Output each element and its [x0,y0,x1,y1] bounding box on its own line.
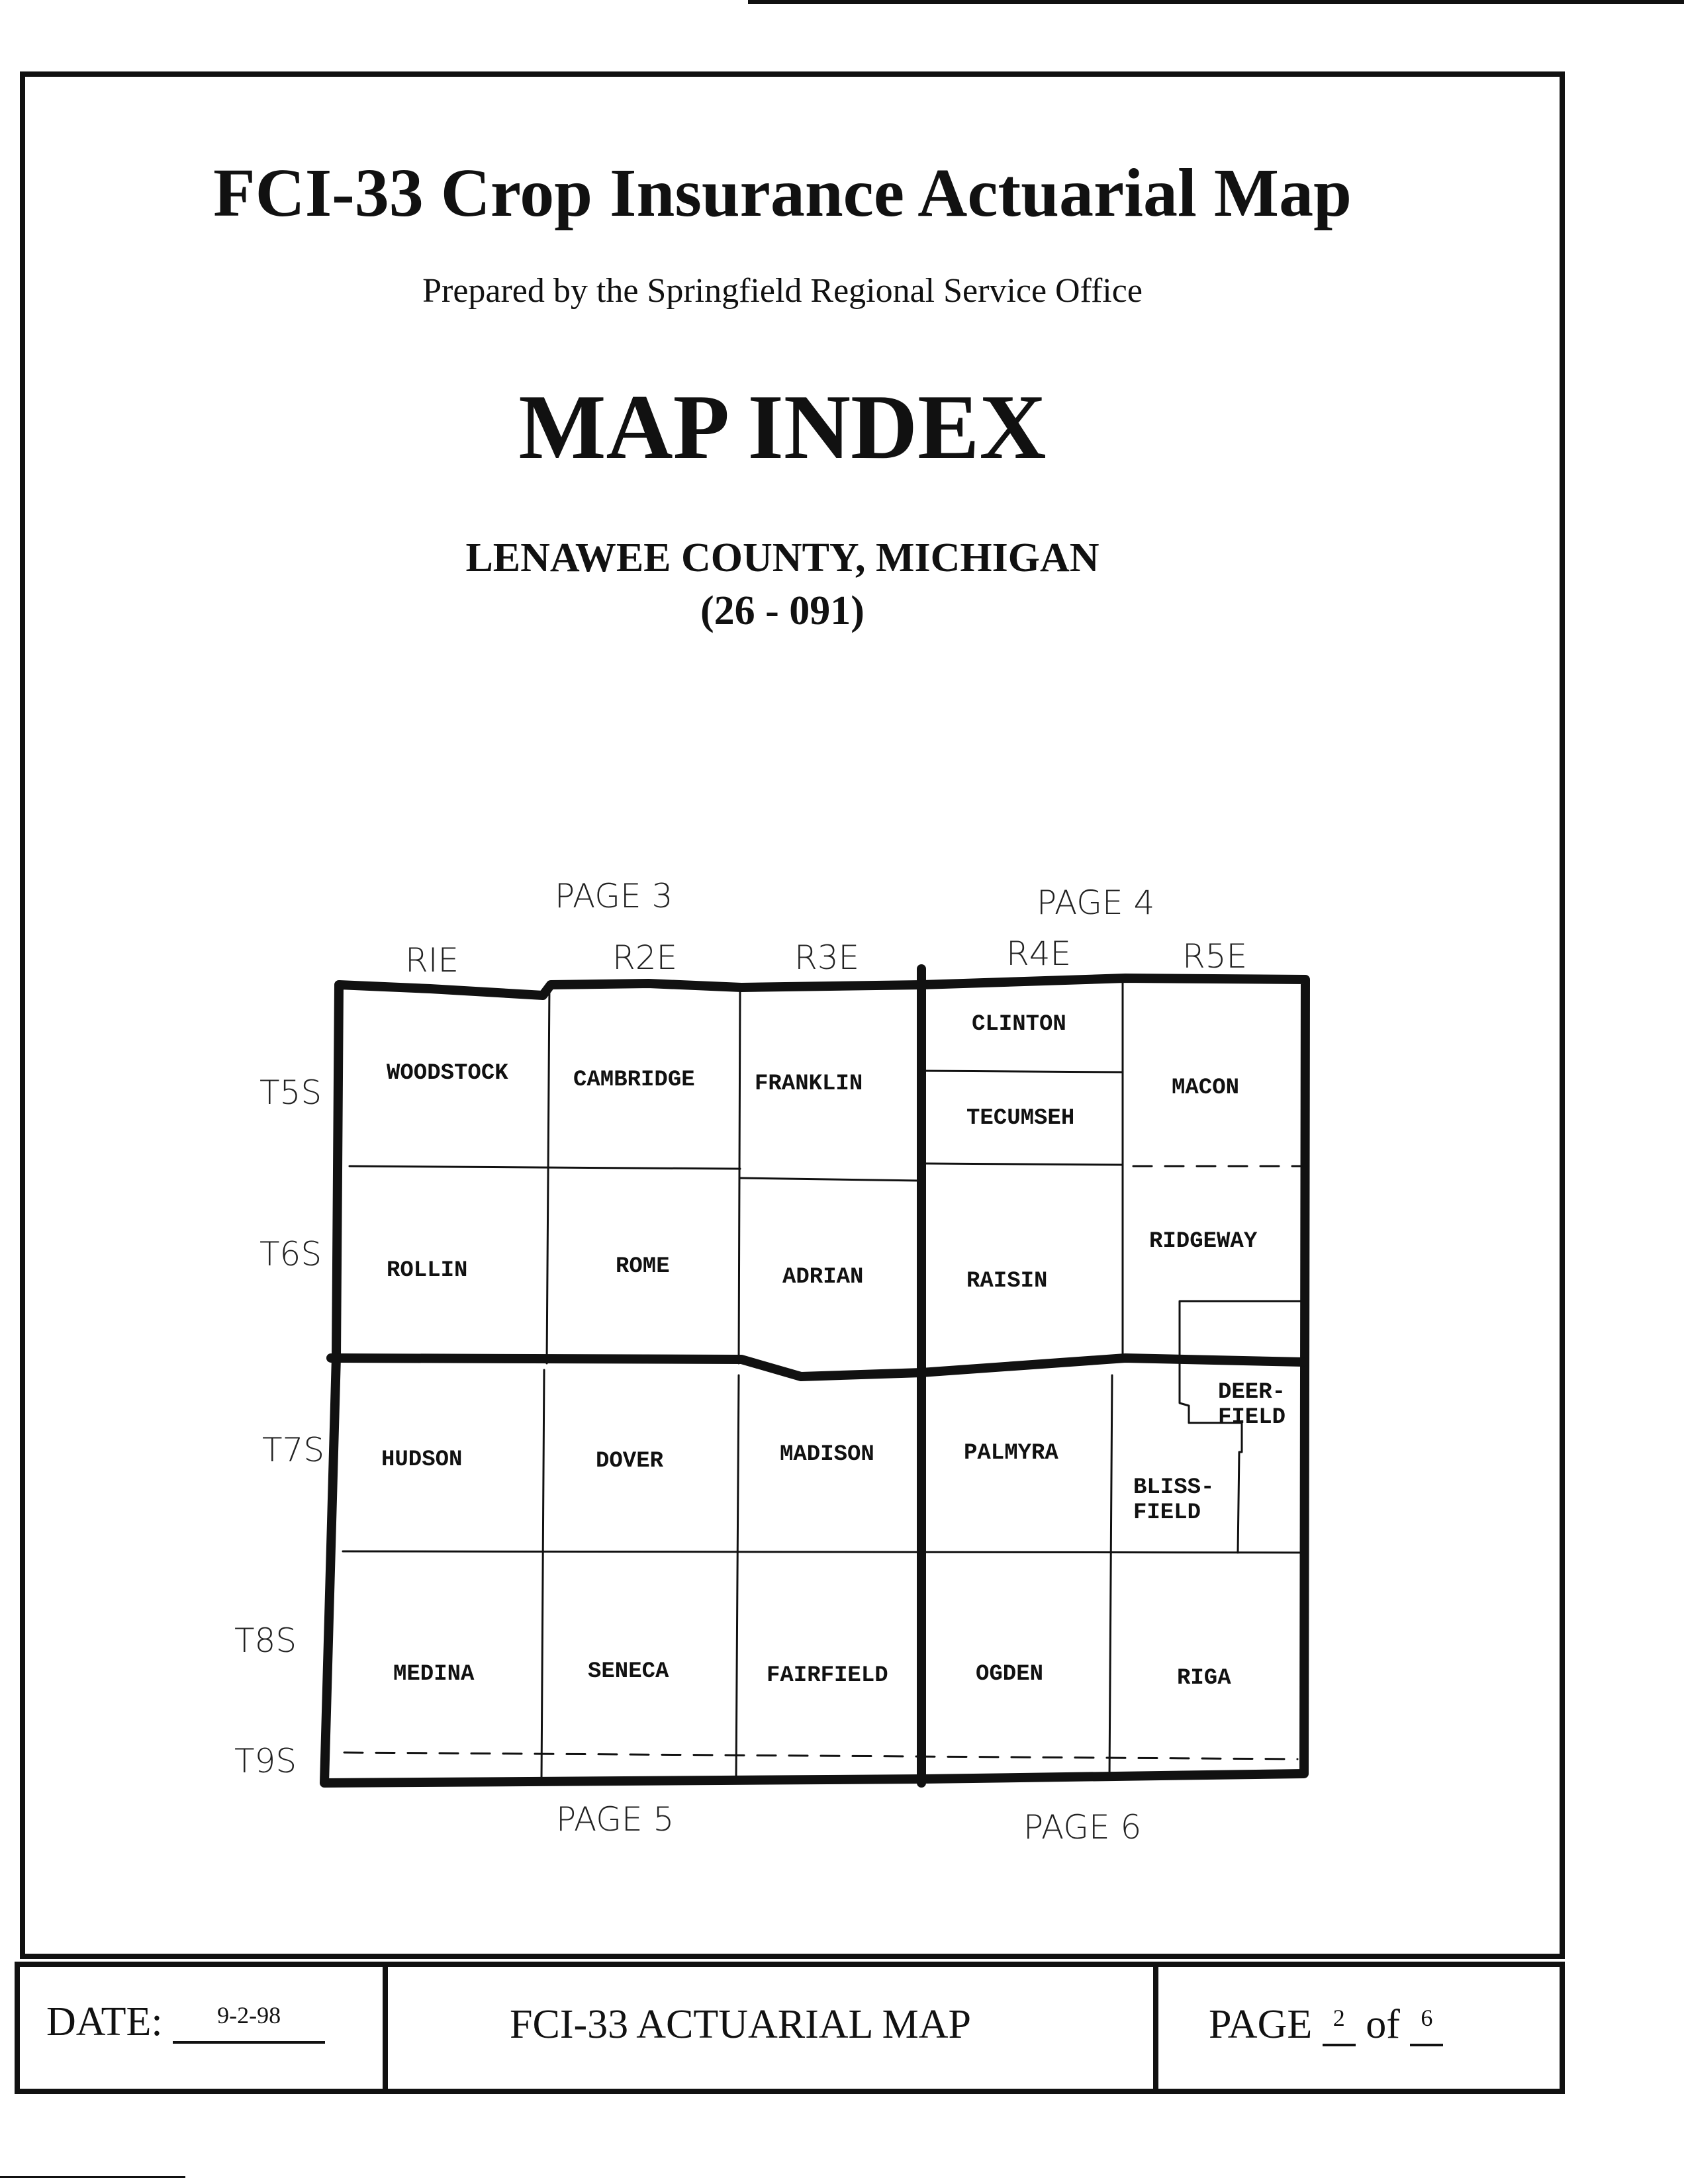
township-clinton: CLINTON [972,1012,1066,1037]
page-3-label: PAGE 3 [555,877,673,915]
township-cambridge: CAMBRIDGE [573,1068,695,1093]
footer-title-cell: FCI-33 ACTUARIAL MAP [510,2002,971,2047]
date-label: DATE: [46,1999,163,2044]
footer-left-border [15,1963,20,2093]
document-subtitle: Prepared by the Springfield Regional Service Office [422,272,1143,310]
page-number: 2 [1333,2005,1345,2031]
township-hudson: HUDSON [381,1447,463,1473]
range-label-r1e: RIE [405,941,459,979]
footer-page-cell [1209,2001,1443,2048]
tier-label-t9s: T9S [234,1742,297,1780]
footer-top-border [15,1962,1565,1967]
township-blissfield-line2: FIELD [1133,1500,1201,1525]
township-fairfield: FAIRFIELD [767,1663,888,1688]
township-adrian: ADRIAN [782,1265,864,1290]
page-total: 6 [1421,2005,1433,2031]
township-rollin: ROLLIN [387,1258,468,1283]
township-dover: DOVER [596,1449,664,1474]
footer-right-border [1560,1963,1565,2093]
tier-label-t6s: T6S [259,1235,322,1273]
township-blissfield-line1: BLISS- [1133,1475,1215,1500]
township-madison: MADISON [780,1442,874,1467]
map-index-heading: MAP INDEX [518,376,1047,478]
page-total-field [1410,2005,1443,2046]
range-label-r5e: R5E [1182,937,1248,976]
page-5-label: PAGE 5 [556,1800,675,1839]
footer-bottom-border [15,2089,1565,2094]
township-deerfield-line1: DEER- [1218,1380,1286,1405]
township-palmyra: PALMYRA [964,1441,1058,1466]
range-label-r2e: R2E [612,938,678,977]
township-ridgeway: RIDGEWAY [1149,1229,1258,1254]
township-medina: MEDINA [393,1662,475,1687]
footer-date-cell [46,1999,325,2046]
date-value: 9-2-98 [217,2002,281,2028]
tier-label-t8s: T8S [234,1621,297,1660]
of-label: of [1366,2002,1400,2047]
township-franklin: FRANKLIN [755,1071,863,1097]
range-label-r3e: R3E [794,938,860,977]
document-title: FCI-33 Crop Insurance Actuarial Map [213,155,1352,231]
date-field [173,2002,325,2044]
township-woodstock: WOODSTOCK [387,1061,508,1086]
county-name: LENAWEE COUNTY, MICHIGAN [465,535,1099,580]
page-label: PAGE [1209,2002,1313,2047]
township-rome: ROME [616,1254,670,1279]
county-code: (26 - 091) [700,588,865,633]
township-macon: MACON [1172,1075,1240,1101]
page-6-label: PAGE 6 [1023,1808,1142,1846]
township-tecumseh: TECUMSEH [966,1106,1075,1131]
township-raisin: RAISIN [966,1269,1048,1294]
footer-divider-2 [1153,1963,1158,2093]
tier-label-t7s: T7S [262,1431,325,1469]
township-ogden: OGDEN [976,1662,1044,1687]
tier-label-t5s: T5S [259,1073,322,1112]
page-number-field [1323,2005,1356,2046]
township-deerfield-line2: FIELD [1218,1405,1286,1430]
township-riga: RIGA [1177,1666,1231,1691]
township-seneca: SENECA [588,1659,669,1684]
footer-divider-1 [383,1963,388,2093]
range-label-r4e: R4E [1006,934,1072,973]
page-4-label: PAGE 4 [1037,884,1155,922]
